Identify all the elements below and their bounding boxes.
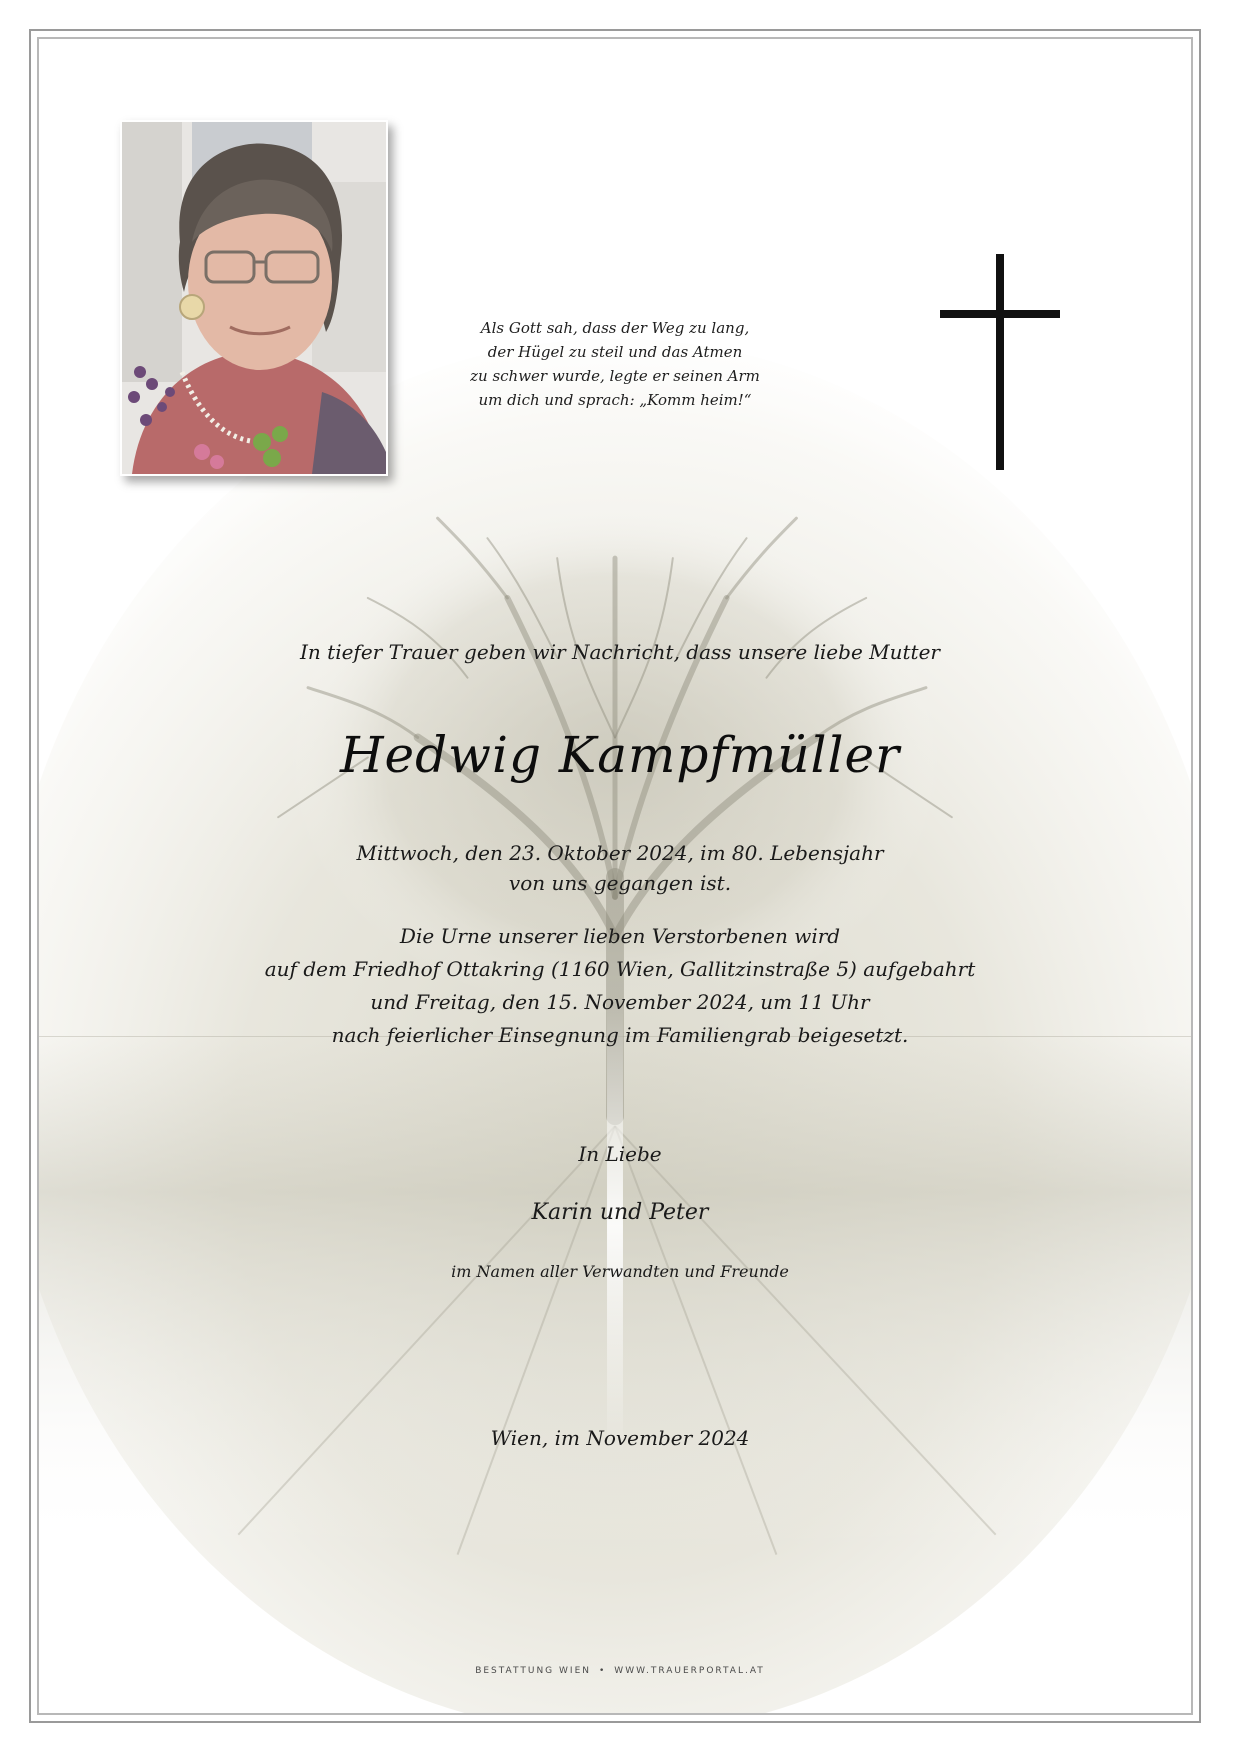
funeral-line: und Freitag, den 15. November 2024, um 11 Uhr xyxy=(370,990,870,1014)
place-date: Wien, im November 2024 xyxy=(490,1426,750,1450)
verse-line: zu schwer wurde, legte er seinen Arm xyxy=(470,367,760,385)
funeral-notice xyxy=(150,920,1090,1052)
verse-poem xyxy=(400,316,830,412)
footer-brand: BESTATTUNG WIEN xyxy=(475,1666,591,1676)
cross-vertical-bar xyxy=(996,254,1004,470)
announcement-intro: In tiefer Trauer geben wir Nachricht, dass unsere liebe Mutter xyxy=(300,640,940,664)
death-line: von uns gegangen ist. xyxy=(508,871,732,895)
portrait-photo xyxy=(120,120,388,476)
funeral-line: Die Urne unserer lieben Verstorbenen wird xyxy=(399,924,841,948)
funeral-line: nach feierlicher Einsegnung im Familiengrab beigesetzt. xyxy=(331,1023,909,1047)
verse-line: um dich und sprach: „Komm heim!“ xyxy=(478,391,752,409)
funeral-line: auf dem Friedhof Ottakring (1160 Wien, Gallitzinstraße 5) aufgebahrt xyxy=(264,957,976,981)
cross-icon xyxy=(940,254,1060,470)
verse-line: der Hügel zu steil und das Atmen xyxy=(487,343,743,361)
footer-website-link[interactable]: WWW.TRAUERPORTAL.AT xyxy=(614,1666,765,1676)
verse-line: Als Gott sah, dass der Weg zu lang, xyxy=(480,319,750,337)
closing-phrase: In Liebe xyxy=(578,1142,662,1166)
cross-horizontal-bar xyxy=(940,310,1060,318)
family-signature: Karin und Peter xyxy=(531,1200,709,1225)
death-notice xyxy=(150,838,1090,898)
footer xyxy=(150,1666,1090,1676)
relatives-note: im Namen aller Verwandten und Freunde xyxy=(451,1262,789,1281)
death-line: Mittwoch, den 23. Oktober 2024, im 80. Lebensjahr xyxy=(356,841,884,865)
footer-separator: • xyxy=(598,1666,607,1676)
deceased-name: Hedwig Kampfmüller xyxy=(339,726,901,784)
